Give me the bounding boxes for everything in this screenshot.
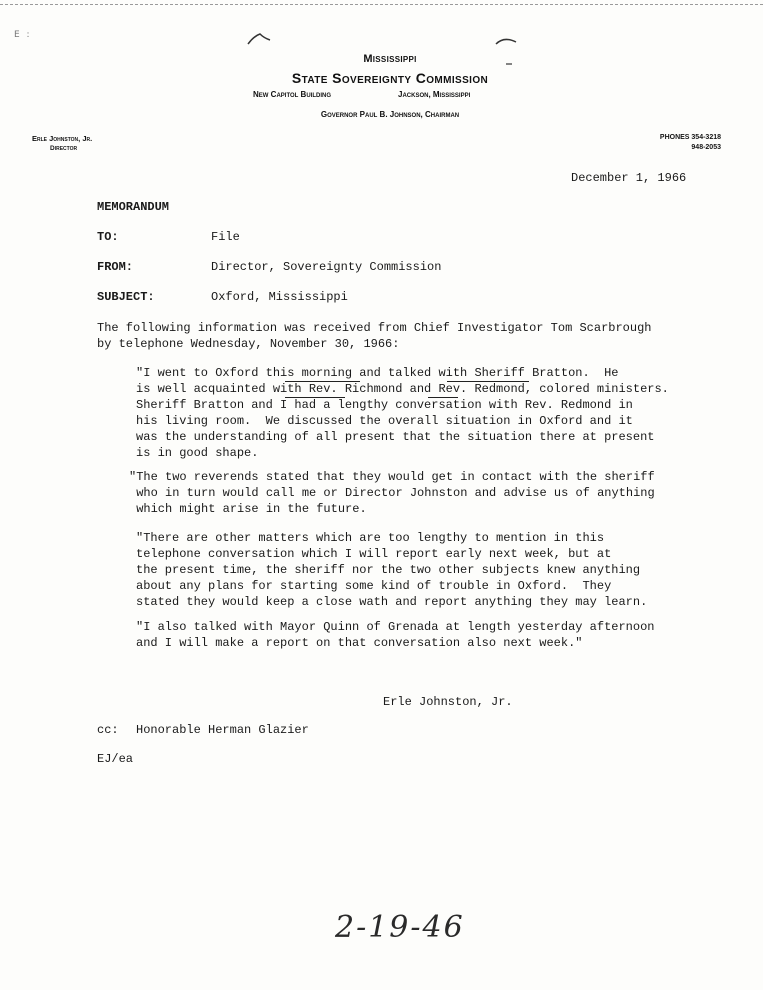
quote-paragraph-3: "There are other matters which are too lengthy to mention in this telephone conversation which I will report early next week, but at the present time, the sheriff nor the two other subjects knew anything about any plans for starting some kind of trouble in Oxford. They stated they would keep a close wath and report anything they may learn. [136, 531, 648, 609]
to-value: File [211, 230, 240, 244]
letterhead-commission: State Sovereignty Commission [291, 70, 489, 86]
cc-label: cc: [97, 723, 119, 737]
phone-numbers [660, 133, 721, 153]
pen-mark-dash [505, 62, 513, 66]
letterhead-building: New Capitol Building [253, 90, 331, 99]
pen-mark-right [494, 36, 518, 46]
signature-line: Erle Johnston, Jr. [383, 695, 513, 709]
page-top-edge [0, 4, 763, 5]
ink-underline-with [428, 397, 458, 398]
from-label: FROM: [97, 260, 134, 274]
pen-mark-left [246, 32, 274, 46]
director-title: Director [50, 145, 78, 152]
cc-recipient: Honorable Herman Glazier [136, 723, 309, 737]
director-name: Erle Johnston, Jr. [32, 134, 93, 143]
memo-date: December 1, 1966 [571, 171, 687, 185]
letterhead-state: Mississippi [363, 53, 417, 65]
subject-label: SUBJECT: [97, 290, 155, 304]
from-value: Director, Sovereignty Commission [211, 260, 442, 274]
subject-value: Oxford, Mississippi [211, 290, 348, 304]
ink-underline-rev-richmond [285, 381, 360, 382]
corner-mark: E : [14, 30, 32, 40]
quote-paragraph-2: "The two reverends stated that they would get in contact with the sheriff who in turn would call me or Director Johnston and advise us of anything which might arise in the future. [129, 470, 655, 516]
phone-line-2: 948-2053 [691, 144, 721, 151]
typist-initials: EJ/ea [97, 752, 134, 766]
intro-paragraph: The following information was received from Chief Investigator Tom Scarbrough by telephone Wednesday, November 30, 1966: [97, 321, 652, 351]
quote-paragraph-1: "I went to Oxford this morning and talked with Sheriff Bratton. He is well acquainted with Rev. Richmond and Rev. Redmond, colored ministers. Sheriff Bratton and I had a lengthy conversation with Rev. Redmond in his living room. We discussed the overall situation in Oxford and it was the understanding of all present that the situation there at present is in good shape. [136, 366, 669, 460]
handwritten-file-number: 2-19-46 [335, 910, 465, 945]
phone-line-1: PHONES 354-3218 [659, 134, 721, 141]
ink-underline-lengthy [285, 397, 345, 398]
memo-title: MEMORANDUM [97, 200, 170, 214]
ink-underline-rev-redmond [447, 381, 529, 382]
quote-paragraph-4: "I also talked with Mayor Quinn of Grenada at length yesterday afternoon and I will make a report on that conversation also next week." [136, 620, 655, 650]
letterhead-governor: Governor Paul B. Johnson, Chairman [320, 110, 460, 119]
letterhead-city: Jackson, Mississippi [398, 90, 471, 99]
to-label: TO: [97, 230, 119, 244]
